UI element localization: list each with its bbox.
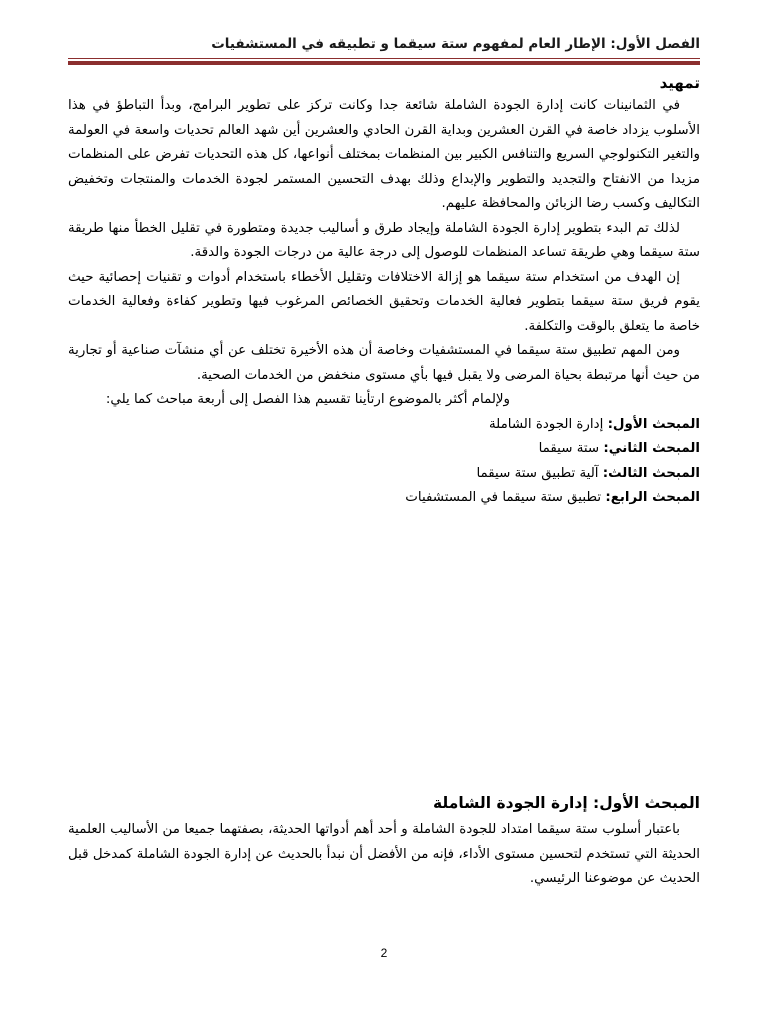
intro-paragraph-3: إن الهدف من استخدام ستة سيقما هو إزالة الاختلافات وتقليل الأخطاء باستخدام أدوات و تقنيات إحصائية حيث يقوم فريق ستة سيقما بتطوير فعالية الخدمات وتحقيق الخصائص المرغوب فيها وتطوير كفاءة وفعالية الخدمات خاصة ما يتعلق بالوقت والتكلفة. [68, 269, 700, 334]
plan-item-title: آلية تطبيق ستة سيقما [476, 465, 599, 481]
chapter-plan-list [68, 413, 700, 511]
page-header [68, 32, 700, 65]
intro-paragraph-1: في الثمانينات كانت إدارة الجودة الشاملة شائعة جدا وكانت تركز على تطوير البرامج، وبدأ التباطؤ في هذا الأسلوب يزداد خاصة في القرن العشرين وبداية القرن الحادي والعشرين أين شهد العالم تحديات واسعة في العولمة والتغير التكنولوجي السريع والتنافس الكبير بين المنظمات بمختلف أنواعها، كل هذه التحديات تفرض على المنظمات مزيدا من الانفتاح والتجديد والتطوير والإبداع وذلك بهدف التحسين المستمر لجودة الخدمات والمنتجات وتخفيض التكاليف وكسب رضا الزبائن والمحافظة عليهم. [68, 98, 700, 211]
plan-item [68, 486, 700, 511]
page-number: 2 [380, 946, 388, 960]
plan-item-label: المبحث الثالث: [602, 465, 700, 481]
plan-item-title: إدارة الجودة الشاملة [488, 416, 604, 432]
section-one [68, 790, 700, 892]
plan-item [68, 462, 700, 487]
intro-section [68, 72, 700, 511]
plan-item [68, 413, 700, 438]
header-divider-thin [68, 58, 700, 59]
plan-intro: ولإلمام أكثر بالموضوع ارتأينا تقسيم هذا الفصل إلى أربعة مباحث كما يلي: [105, 392, 510, 407]
plan-item [68, 437, 700, 462]
intro-paragraph-4: ومن المهم تطبيق ستة سيقما في المستشفيات وخاصة أن هذه الأخيرة تختلف عن أي منشآت صناعية أو تجارية من حيث أنها مرتبطة بحياة المرضى ولا يقبل فيها بأي مستوى منخفض من الخدمات الصحية. [68, 343, 700, 383]
intro-heading: تمهيد [659, 74, 700, 92]
section-one-heading: المبحث الأول: إدارة الجودة الشاملة [433, 794, 700, 812]
plan-item-title: تطبيق ستة سيقما في المستشفيات [405, 490, 602, 505]
intro-paragraph-2: لذلك تم البدء بتطوير إدارة الجودة الشاملة وإيجاد طرق و أساليب جديدة ومتطورة في تقليل الخطأ منها طريقة ستة سيقما وهي طريقة تساعد المنظمات للوصول إلى درجة عالية من درجات الجودة والدقة. [68, 220, 700, 260]
plan-item-label: المبحث الأول: [607, 416, 700, 432]
plan-item-label: المبحث الرابع: [605, 490, 700, 505]
header-divider-thick [68, 61, 700, 65]
chapter-title: الفصل الأول: الإطار العام لمفهوم ستة سيقما و تطبيقه في المستشفيات [211, 36, 700, 52]
plan-item-title: ستة سيقما [538, 441, 600, 456]
section-one-paragraph: باعتبار أسلوب ستة سيقما امتداد للجودة الشاملة و أحد أهم أدواتها الحديثة، بصفتهما جميعا من الأساليب العلمية الحديثة التي تستخدم لتحسين مستوى الأداء، فإنه من الأفضل أن نبدأ بالحديث عن إدارة الجودة الشاملة كمدخل قبل الحديث عن موضوعنا الرئيسي. [68, 822, 700, 886]
plan-item-label: المبحث الثاني: [603, 441, 700, 456]
